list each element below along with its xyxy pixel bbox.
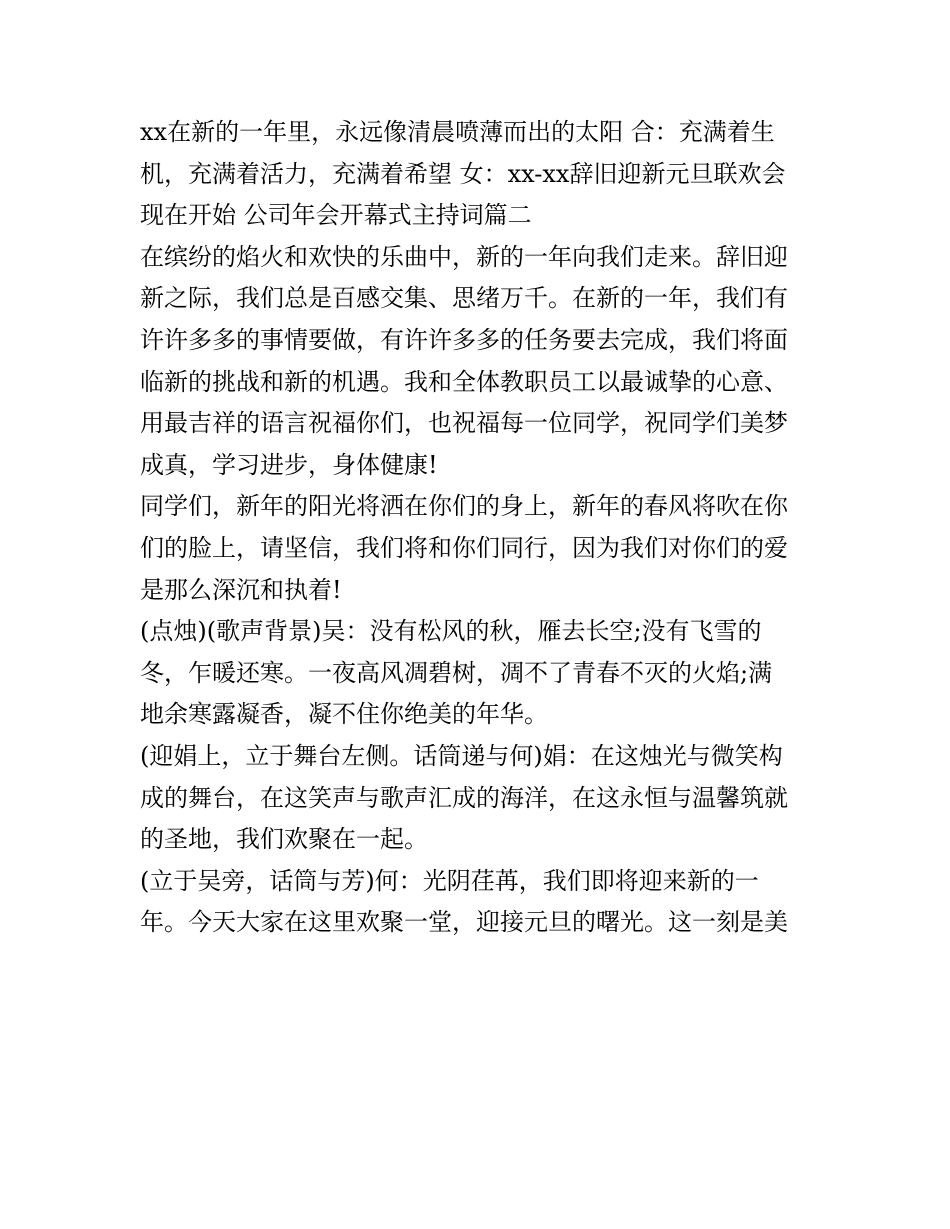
- text-line: 地余寒露凝香，凝不住你绝美的年华。: [140, 700, 548, 729]
- text-line: 是那么深沉和执着!: [140, 575, 342, 604]
- text-line: 用最吉祥的语言祝福你们，也祝福每一位同学，祝同学们美梦: [140, 409, 788, 438]
- text-line: 的圣地，我们欢聚在一起。: [140, 825, 428, 854]
- text-line: 许许多多的事情要做，有许许多多的任务要去完成，我们将面: [140, 325, 788, 354]
- text-line: 们的脸上，请坚信，我们将和你们同行，因为我们对你们的爱: [140, 533, 788, 562]
- text-line: 在缤纷的焰火和欢快的乐曲中，新的一年向我们走来。辞旧迎: [140, 242, 788, 271]
- text-line: 成的舞台，在这笑声与歌声汇成的海洋，在这永恒与温馨筑就: [140, 783, 788, 812]
- text-line: 年。今天大家在这里欢聚一堂，迎接元旦的曙光。这一刻是美: [140, 908, 788, 937]
- text-line: (立于吴旁，话筒与芳)何：光阴荏苒，我们即将迎来新的一: [140, 866, 759, 895]
- body-text: [140, 112, 815, 944]
- text-line: 成真，学习进步，身体健康!: [140, 450, 438, 479]
- text-line: 临新的挑战和新的机遇。我和全体教职员工以最诚挚的心意、: [140, 367, 788, 396]
- text-line: 冬，乍暖还寒。一夜高风凋碧树，凋不了青春不灭的火焰;满: [140, 658, 773, 687]
- text-line: 同学们，新年的阳光将洒在你们的身上，新年的春风将吹在你: [140, 492, 788, 521]
- text-line: (点烛)(歌声背景)吴：没有松风的秋，雁去长空;没有飞雪的: [140, 617, 762, 646]
- text-line: 新之际，我们总是百感交集、思绪万千。在新的一年，我们有: [140, 284, 788, 313]
- text-line: (迎娟上，立于舞台左侧。话筒递与何)娟：在这烛光与微笑构: [140, 741, 783, 770]
- text-line: 机，充满着活力，充满着希望 女：xx-xx辞旧迎新元旦联欢会: [140, 159, 786, 188]
- text-line: 现在开始 公司年会开幕式主持词篇二: [140, 201, 532, 230]
- text-line: xx在新的一年里，永远像清晨喷薄而出的太阳 合：充满着生: [140, 118, 775, 146]
